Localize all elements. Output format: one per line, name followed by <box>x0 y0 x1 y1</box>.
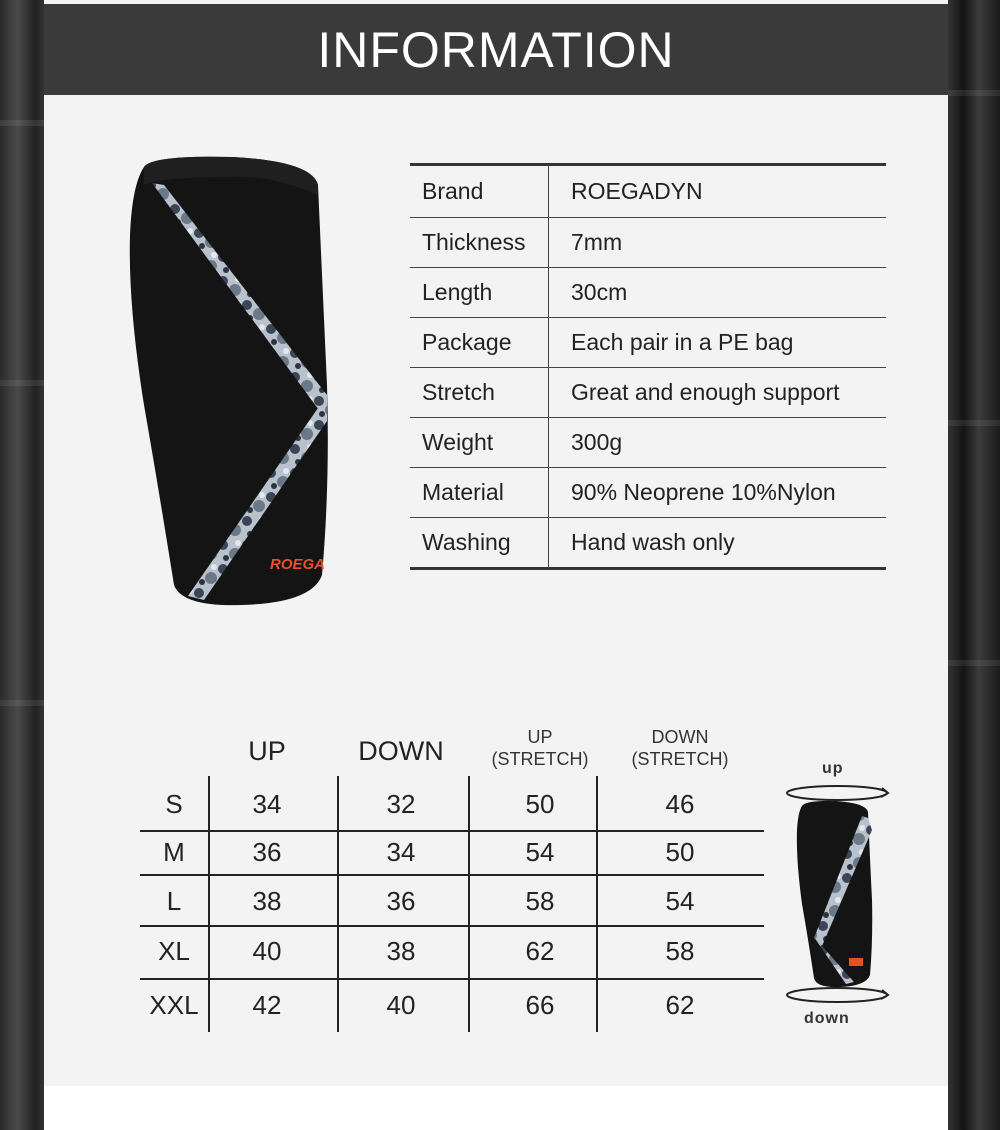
info-row-thickness <box>410 217 886 267</box>
info-value: 30cm <box>571 279 628 305</box>
size-value: 62 <box>525 936 555 966</box>
info-row-brand <box>410 166 886 217</box>
page-title: INFORMATION <box>317 21 675 78</box>
info-row-stretch <box>410 367 886 417</box>
size-label: M <box>163 837 185 867</box>
info-value: Great and enough support <box>571 379 840 405</box>
footer-strip <box>44 1086 948 1130</box>
size-value: 50 <box>525 789 555 819</box>
info-value: Hand wash only <box>571 529 735 555</box>
info-row-package <box>410 317 886 367</box>
header-bar <box>44 4 948 95</box>
column-header-line: UP <box>248 736 286 766</box>
info-label: Package <box>410 318 549 367</box>
right-background-strip <box>948 0 1000 1130</box>
size-label: L <box>166 886 182 916</box>
size-value: 36 <box>252 837 282 867</box>
info-label: Washing <box>410 518 549 567</box>
size-label: XXL <box>149 990 199 1020</box>
column-header-line: DOWN <box>358 736 444 766</box>
info-label: Weight <box>410 418 549 467</box>
info-value: 300g <box>571 429 623 455</box>
info-value: 90% Neoprene 10%Nylon <box>571 479 836 505</box>
size-value: 42 <box>252 990 282 1020</box>
info-row-washing <box>410 517 886 567</box>
size-value: 66 <box>525 990 555 1020</box>
table-divider <box>140 978 764 980</box>
size-label: XL <box>158 936 190 966</box>
info-label: Brand <box>410 166 549 217</box>
size-value: 54 <box>665 886 695 916</box>
column-header-subline: (STRETCH) <box>491 749 589 769</box>
column-header-subline: (STRETCH) <box>631 749 729 769</box>
down-label: down <box>804 1010 850 1027</box>
column-header-line: DOWN <box>651 727 709 747</box>
size-column-header <box>615 726 745 770</box>
info-label: Material <box>410 468 549 517</box>
size-value: 62 <box>665 990 695 1020</box>
content-panel <box>44 0 948 1130</box>
size-value: 54 <box>525 837 555 867</box>
size-value: 32 <box>386 789 416 819</box>
size-value: 38 <box>386 936 416 966</box>
info-row-length <box>410 267 886 317</box>
size-label: S <box>165 789 183 819</box>
table-divider <box>337 776 339 1032</box>
size-value: 58 <box>665 936 695 966</box>
column-header-line: UP <box>527 727 553 747</box>
size-column-header <box>475 726 605 770</box>
size-value: 58 <box>525 886 555 916</box>
knee-sleeve-image <box>122 155 332 610</box>
size-value: 36 <box>386 886 416 916</box>
table-divider <box>140 830 764 832</box>
info-value: ROEGADYN <box>571 178 703 204</box>
size-value: 40 <box>386 990 416 1020</box>
left-background-strip <box>0 0 44 1130</box>
info-label: Length <box>410 268 549 317</box>
info-value: Each pair in a PE bag <box>571 329 794 355</box>
size-value: 40 <box>252 936 282 966</box>
table-divider <box>468 776 470 1032</box>
size-value: 38 <box>252 886 282 916</box>
info-value: 7mm <box>571 229 623 255</box>
size-chart <box>94 720 774 1040</box>
table-divider <box>140 874 764 876</box>
info-label: Stretch <box>410 368 549 417</box>
info-table <box>410 163 886 570</box>
info-row-weight <box>410 417 886 467</box>
table-divider <box>596 776 598 1032</box>
size-column-header <box>202 736 332 767</box>
size-value: 50 <box>665 837 695 867</box>
size-value: 34 <box>386 837 416 867</box>
size-value: 34 <box>252 789 282 819</box>
table-divider <box>140 925 764 927</box>
sleeve-logo: ROEGA <box>270 556 326 573</box>
info-row-material <box>410 467 886 517</box>
size-column-header <box>336 736 466 767</box>
small-knee-sleeve-image <box>794 800 874 990</box>
table-divider <box>208 776 210 1032</box>
size-value: 46 <box>665 789 695 819</box>
down-ring-icon <box>782 984 892 1006</box>
up-label: up <box>822 760 844 777</box>
info-label: Thickness <box>410 218 549 267</box>
